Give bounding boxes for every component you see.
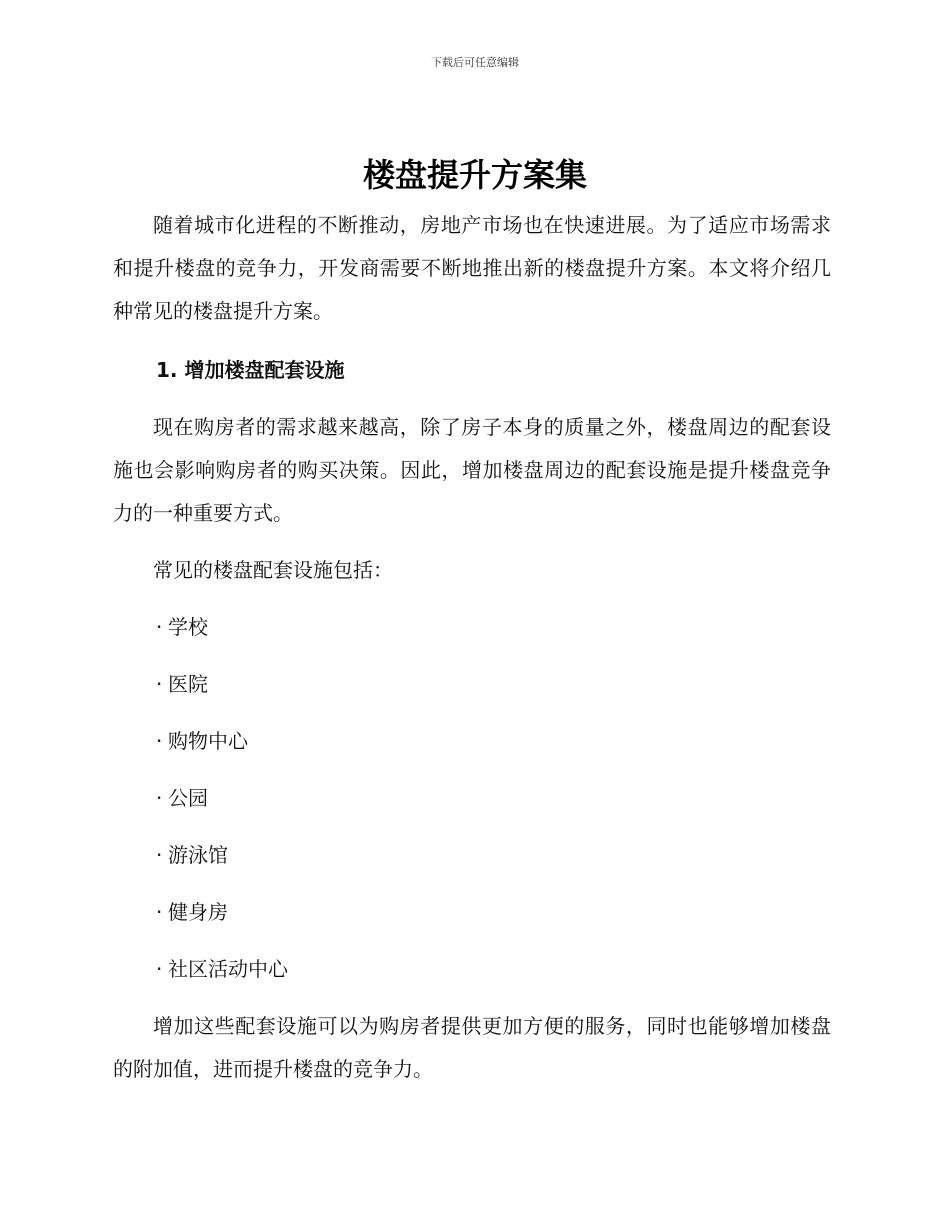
list-item xyxy=(113,891,831,934)
list-item-label: 健身房 xyxy=(168,900,228,924)
list-item xyxy=(113,606,831,649)
section-heading: 1. 增加楼盘配套设施 xyxy=(156,358,345,382)
list-item-label: 购物中心 xyxy=(168,729,248,753)
bullet: · xyxy=(156,786,163,810)
facility-list xyxy=(113,606,831,991)
bullet: · xyxy=(156,957,163,981)
bullet: · xyxy=(156,615,163,639)
document-body xyxy=(113,204,831,1091)
bullet: · xyxy=(156,729,163,753)
list-item xyxy=(113,663,831,706)
list-item-label: 游泳馆 xyxy=(168,843,228,867)
conclusion-paragraph: 增加这些配套设施可以为购房者提供更加方便的服务，同时也能够增加楼盘的附加值，进而提升楼盘的竞争力。 xyxy=(113,1014,831,1081)
header-note: 下载后可任意编辑 xyxy=(431,56,519,69)
bullet: · xyxy=(156,672,163,696)
list-item-label: 公园 xyxy=(168,786,208,810)
list-item-label: 学校 xyxy=(168,615,208,639)
page-title: 楼盘提升方案集 xyxy=(362,156,587,194)
bullet: · xyxy=(156,843,163,867)
list-item xyxy=(113,720,831,763)
list-item-label: 社区活动中心 xyxy=(168,957,288,981)
list-intro: 常见的楼盘配套设施包括： xyxy=(153,558,393,582)
list-item-label: 医院 xyxy=(168,672,208,696)
section-paragraph: 现在购房者的需求越来越高，除了房子本身的质量之外，楼盘周边的配套设施也会影响购房者的购买决策。因此，增加楼盘周边的配套设施是提升楼盘竞争力的一种重要方式。 xyxy=(113,415,831,525)
list-item xyxy=(113,948,831,991)
intro-paragraph: 随着城市化进程的不断推动，房地产市场也在快速进展。为了适应市场需求和提升楼盘的竞争力，开发商需要不断地推出新的楼盘提升方案。本文将介绍几种常见的楼盘提升方案。 xyxy=(113,213,831,323)
bullet: · xyxy=(156,900,163,924)
list-item xyxy=(113,834,831,877)
list-item xyxy=(113,777,831,820)
